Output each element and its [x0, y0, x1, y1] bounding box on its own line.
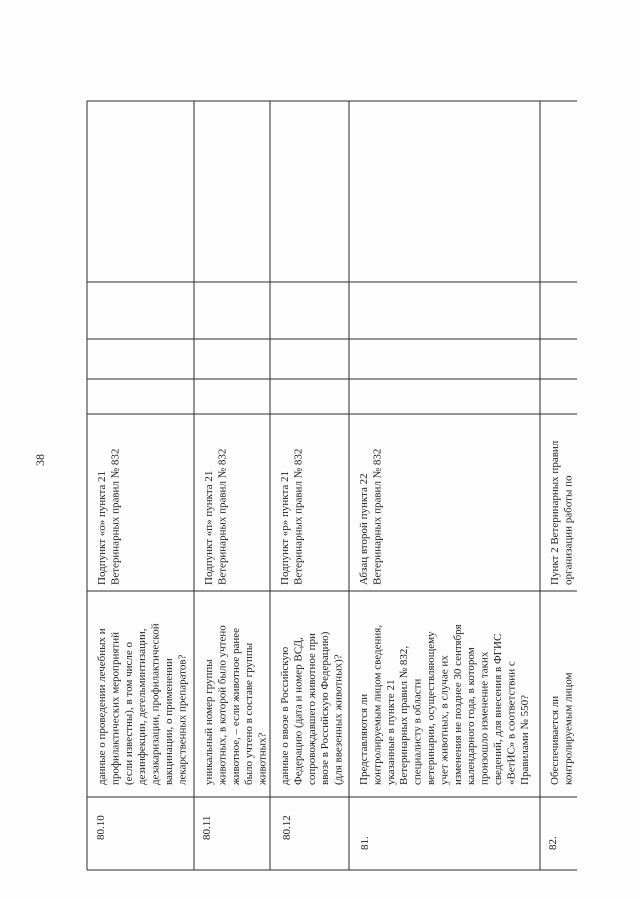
- row-number: 81.: [359, 836, 371, 850]
- question-line: ветеринарии, осуществляющему: [425, 631, 437, 785]
- question-line: животных, в которой было учтено: [216, 625, 229, 785]
- question-line: Обеспечивается ли: [549, 695, 561, 785]
- row-number: 80.12: [281, 815, 293, 840]
- question-line: уникальный номер группы: [203, 659, 215, 785]
- question-line: сведений, для внесения в ФГИС: [492, 633, 504, 785]
- reference-line: Ветеринарных правил № 832: [216, 448, 229, 585]
- question-line: (для ввезенных животных)?: [332, 654, 345, 785]
- question-line: сопровождавшего животное при: [305, 633, 318, 785]
- question-line: учет животных, в случае их: [438, 655, 451, 785]
- reference-line: Абзац второй пункта 22: [358, 473, 370, 585]
- reference-line: Ветеринарных правил № 832: [292, 448, 305, 585]
- question-line: Представляются ли: [358, 693, 370, 785]
- question-line: лекарственных препаратов?: [176, 654, 189, 785]
- question-line: профилактических мероприятий: [109, 632, 122, 785]
- question-line: контролируемым лицом сведения,: [371, 624, 384, 785]
- reference-line: Подпункт «о» пункта 21: [96, 470, 108, 585]
- question-line: Правилами № 550?: [518, 694, 531, 785]
- question-line: данные о проведении лечебных и: [96, 628, 108, 785]
- row-number: 82.: [547, 836, 559, 850]
- row-number: 80.10: [95, 815, 107, 840]
- question-line: календарного года, в котором: [465, 647, 478, 785]
- reference-line: Пункт 2 Ветеринарных правил: [549, 440, 561, 585]
- reference-line: Подпункт «р» пункта 21: [279, 470, 291, 585]
- question-line: «ВетИС» в соответствии с: [505, 661, 518, 785]
- question-line: вакцинации, о применении: [163, 658, 175, 785]
- table-text: [33, 440, 574, 850]
- question-line: специалисту в области: [411, 678, 424, 785]
- question-line: животных?: [256, 732, 269, 785]
- question-line: животное, – если животное ранее: [229, 627, 242, 785]
- question-line: (если известны), в том числе о: [122, 641, 135, 785]
- question-line: изменения не позднее 30 сентября: [451, 624, 464, 785]
- question-line: дезинфекции, дегельминтизации,: [136, 628, 149, 785]
- question-line: данные о ввозе в Российскую: [279, 646, 291, 785]
- question-line: дезакаризации, профилактической: [149, 623, 162, 785]
- question-line: Федерацию (дата и номер ВСД,: [292, 637, 305, 785]
- question-line: указанные в пункте 21: [384, 679, 397, 785]
- question-line: было учтено в составе группы: [243, 642, 256, 785]
- question-line: произошло изменение таких: [478, 651, 491, 785]
- reference-line: организации работы по: [562, 475, 575, 585]
- page-number: 38: [33, 454, 47, 466]
- question-line: контролируемым лицом: [562, 672, 575, 785]
- question-line: Ветеринарных правил № 832,: [398, 645, 411, 785]
- row-number: 80.11: [201, 815, 213, 840]
- reference-line: Ветеринарных правил № 832: [109, 448, 122, 585]
- question-line: ввозе в Российскую Федерацию): [319, 631, 332, 785]
- reference-line: Ветеринарных правил № 832: [371, 448, 384, 585]
- reference-line: Подпункт «п» пункта 21: [203, 470, 215, 585]
